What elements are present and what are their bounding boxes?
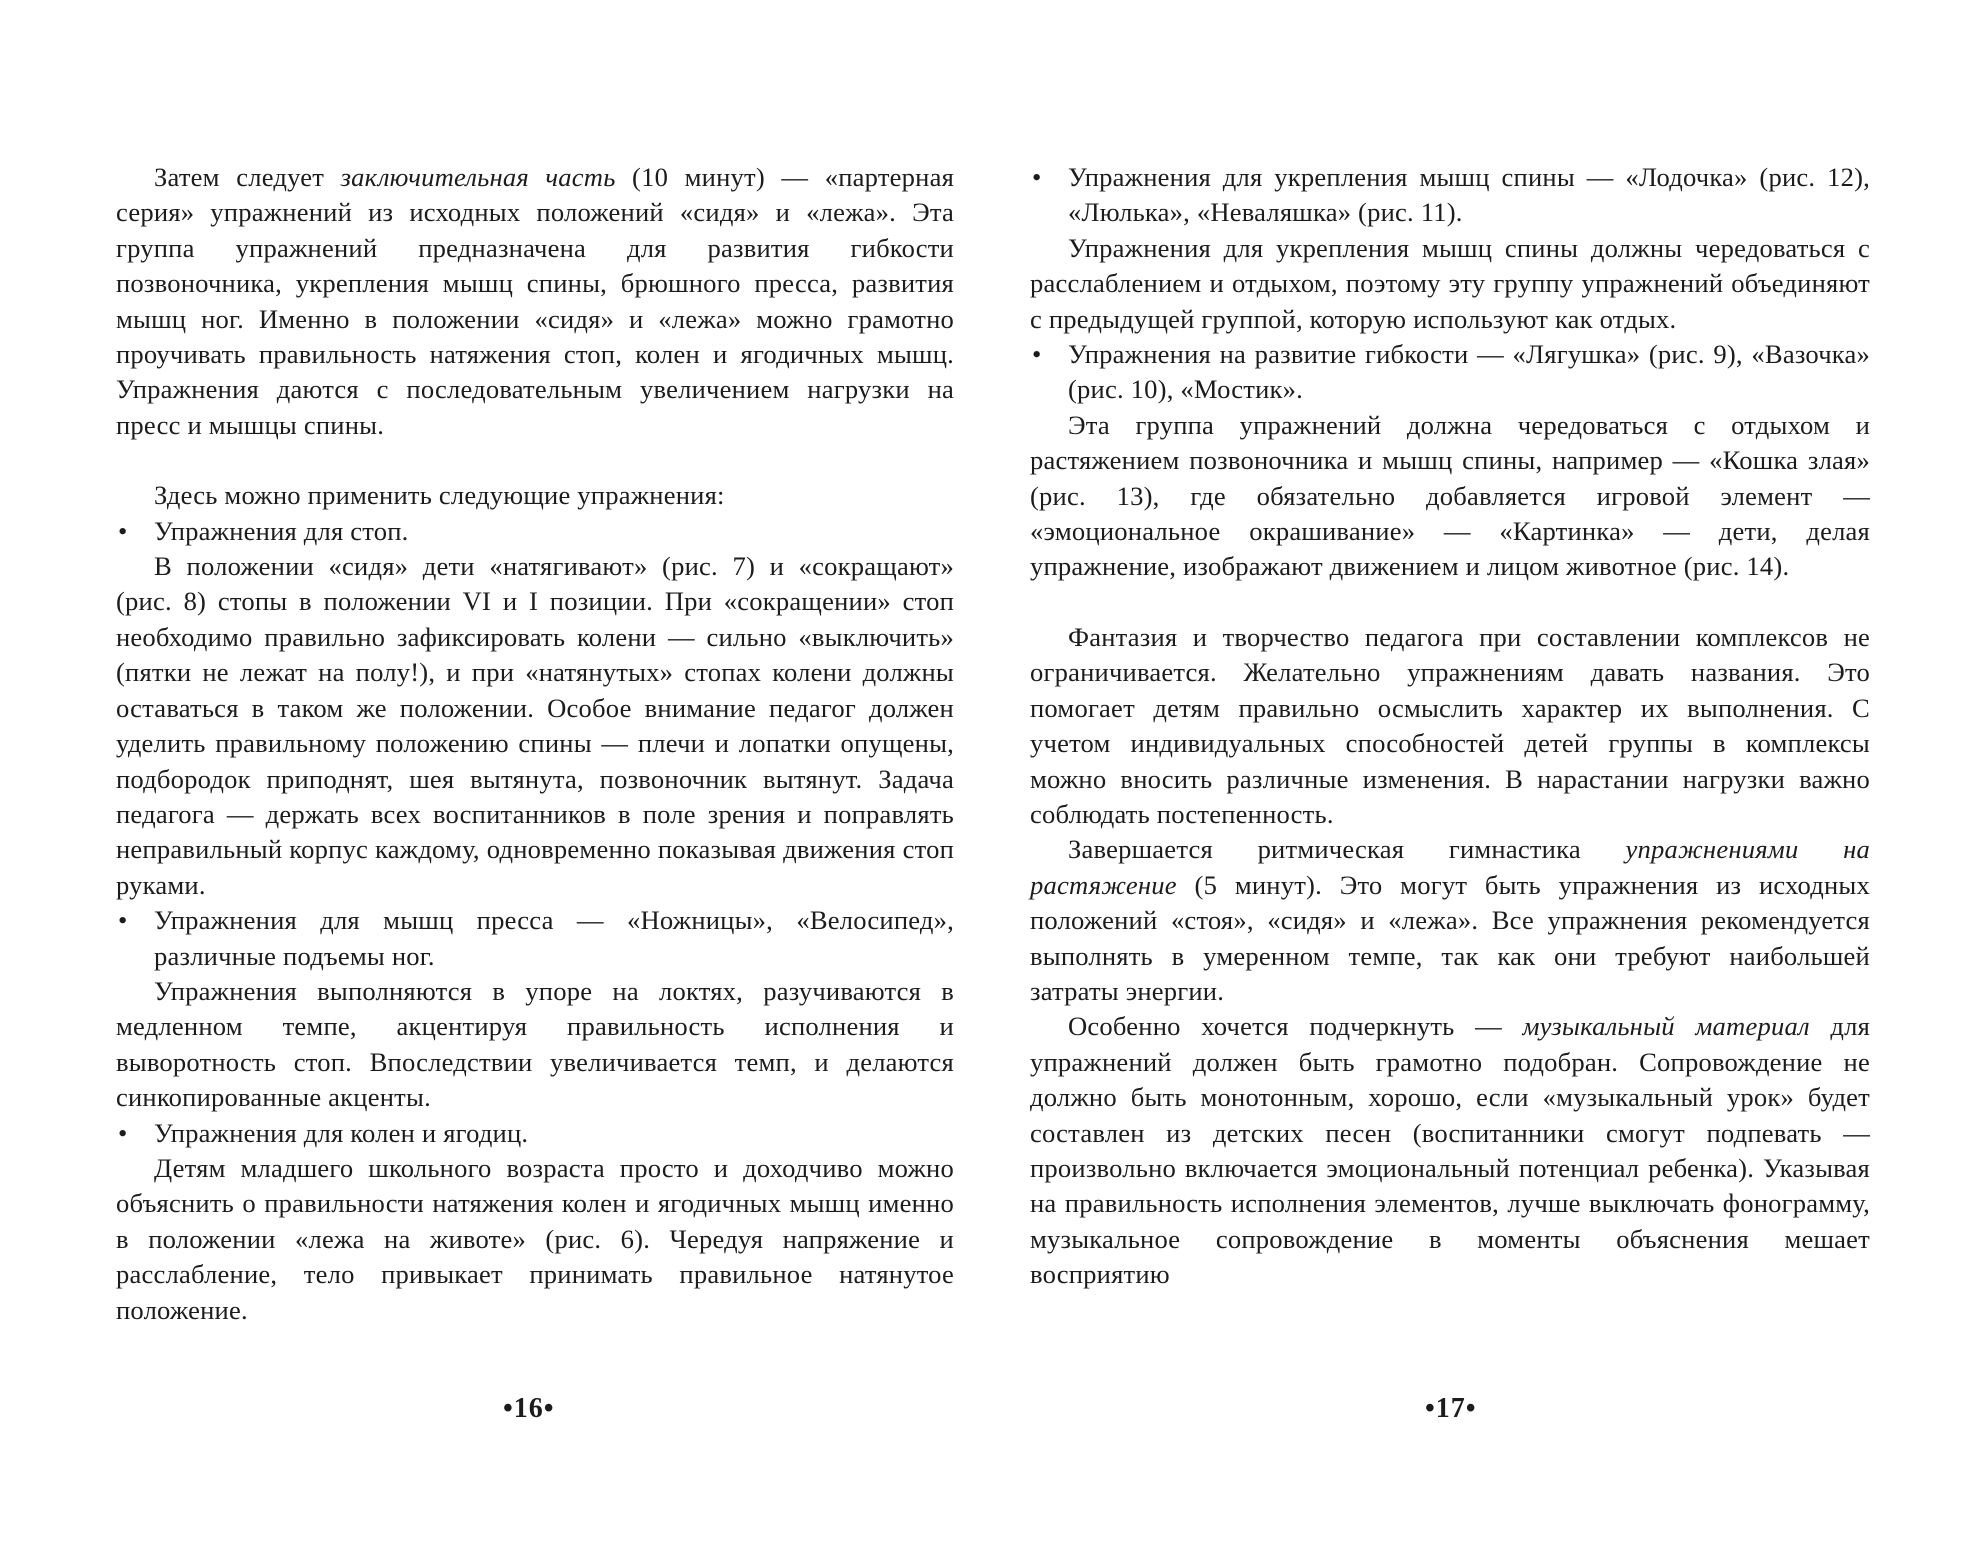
paragraph: Эта группа упражнений должна чередоваться с отдыхом и растяжением позвоночника и мышц спины, например — «Кошка злая» (рис. 13), где обязательно добавляется игровой элемент — «эмоциональное окрашивание» — «Картинка» — дети, делая упражнение, изображают движением и лицом животное (рис. 14). xyxy=(1030,409,1870,582)
page-number: •16• xyxy=(503,1393,555,1424)
paragraph: Детям младшего школьного возраста просто и доходчиво можно объяснить о правильности натяжения колен и ягодичных мышц именно в положении «лежа на животе» (рис. 6). Чередуя напряжение и расслабление, тело привыкает принимать правильное натянутое положение. xyxy=(116,1152,954,1325)
italic-term: музыкальный материал xyxy=(1522,1011,1810,1042)
text-run: Особенно хочется подчеркнуть — xyxy=(1068,1011,1523,1042)
bullet-icon: • xyxy=(1032,339,1042,370)
left-page xyxy=(116,160,954,1328)
bullet-text: Упражнения для колен и ягодиц. xyxy=(154,1117,529,1148)
paragraph: Фантазия и творчество педагога при составлении комплексов не ограничивается. Желательно упражнениям давать названия. Это помогает детям правильно осмыслить характер их выполнения. С учетом индивидуальных способностей детей группы в комплексы можно вносить различные изменения. В нарастании нагрузки важно соблюдать постепенность. xyxy=(1030,621,1870,829)
bullet-item xyxy=(116,514,954,549)
bullet-text: Упражнения для мышц пресса — «Ножницы», «Велосипед», различные подъемы ног. xyxy=(154,905,954,971)
page-number: •17• xyxy=(1425,1393,1477,1424)
right-page xyxy=(1030,160,1870,1293)
paragraph: В положении «сидя» дети «натягивают» (рис. 7) и «сокращают» (рис. 8) стопы в положении VI и I позиции. При «сокращении» стоп необходимо правильно зафиксировать колени — сильно «выключить» (пятки не лежат на полу!), и при «натянутых» стопах колени должны оставаться в таком же положении. Особое внимание педагог должен уделить правильному положению спины — плечи и лопатки опущены, подбородок приподнят, шея вытянута, позвоночник вытянут. Задача педагога — держать всех воспитанников в поле зрения и поправлять неправильный корпус каждому, одновременно показывая движения стоп руками. xyxy=(116,551,954,900)
italic-term: упражнениями на растяжение xyxy=(1030,834,1871,900)
bullet-item xyxy=(116,903,954,974)
text-run: (10 минут) — «партерная серия» упражнений из исходных положений «сидя» и «лежа». Эта группа упражнений предназначена для развития гибкости позвоночника, укрепления мышц спины, брюшного пресса, развития мышц ног. Именно в положении «сидя» и «лежа» можно грамотно проучивать правильность натяжения стоп, колен и ягодичных мышц. Упражнения даются с последовательным увеличением нагрузки на пресс и мышцы спины. xyxy=(116,162,955,440)
bullet-item xyxy=(1030,337,1870,408)
paragraph: Здесь можно применить следующие упражнения: xyxy=(154,480,725,511)
bullet-item xyxy=(1030,160,1870,231)
text-run: для упражнений должен быть грамотно подобран. Сопровождение не должно быть монотонным, хорошо, если «музыкальный урок» будет составлен из детских песен (воспитанники смогут подпевать — произвольно включается эмоциональный потенциал ребенка). Указывая на правильность исполнения элементов, лучше выключать фонограмму, музыкальное сопровождение в моменты объяснения мешает восприятию xyxy=(1030,1011,1871,1290)
bullet-icon: • xyxy=(118,515,128,546)
paragraph xyxy=(1030,832,1870,1009)
paragraph xyxy=(1030,1009,1870,1292)
bullet-icon: • xyxy=(118,905,128,936)
paragraph-gap xyxy=(1030,585,1870,620)
bullet-text: Упражнения на развитие гибкости — «Лягушка» (рис. 9), «Вазочка» (рис. 10), «Мостик». xyxy=(1068,339,1870,405)
bullet-icon: • xyxy=(118,1117,128,1148)
bullet-text: Упражнения для укрепления мышц спины — «Лодочка» (рис. 12), «Люлька», «Неваляшка» (рис. 11). xyxy=(1068,162,1870,228)
italic-term: заключительная часть xyxy=(340,162,616,192)
text-run: Завершается ритмическая гимнастика xyxy=(1068,834,1626,865)
paragraph: Упражнения выполняются в упоре на локтях, разучиваются в медленном темпе, акцентируя правильность исполнения и выворотность стоп. Впоследствии увеличивается темп, и делаются синкопированные акценты. xyxy=(116,975,954,1113)
bullet-text: Упражнения для стоп. xyxy=(154,515,409,546)
bullet-item xyxy=(116,1116,954,1151)
paragraph-gap xyxy=(116,443,954,478)
paragraph xyxy=(116,160,954,443)
text-run: Затем следует xyxy=(154,162,341,192)
bullet-icon: • xyxy=(1032,162,1042,192)
text-run: (5 минут). Это могут быть упражнения из исходных положений «стоя», «сидя» и «лежа». Все упражнения рекомендуется выполнять в умеренном темпе, так как они требуют наибольшей затраты энергии. xyxy=(1030,869,1870,1006)
paragraph: Упражнения для укрепления мышц спины должны чередоваться с расслаблением и отдыхом, поэтому эту группу упражнений объединяют с предыдущей группой, которую используют как отдых. xyxy=(1030,232,1870,334)
